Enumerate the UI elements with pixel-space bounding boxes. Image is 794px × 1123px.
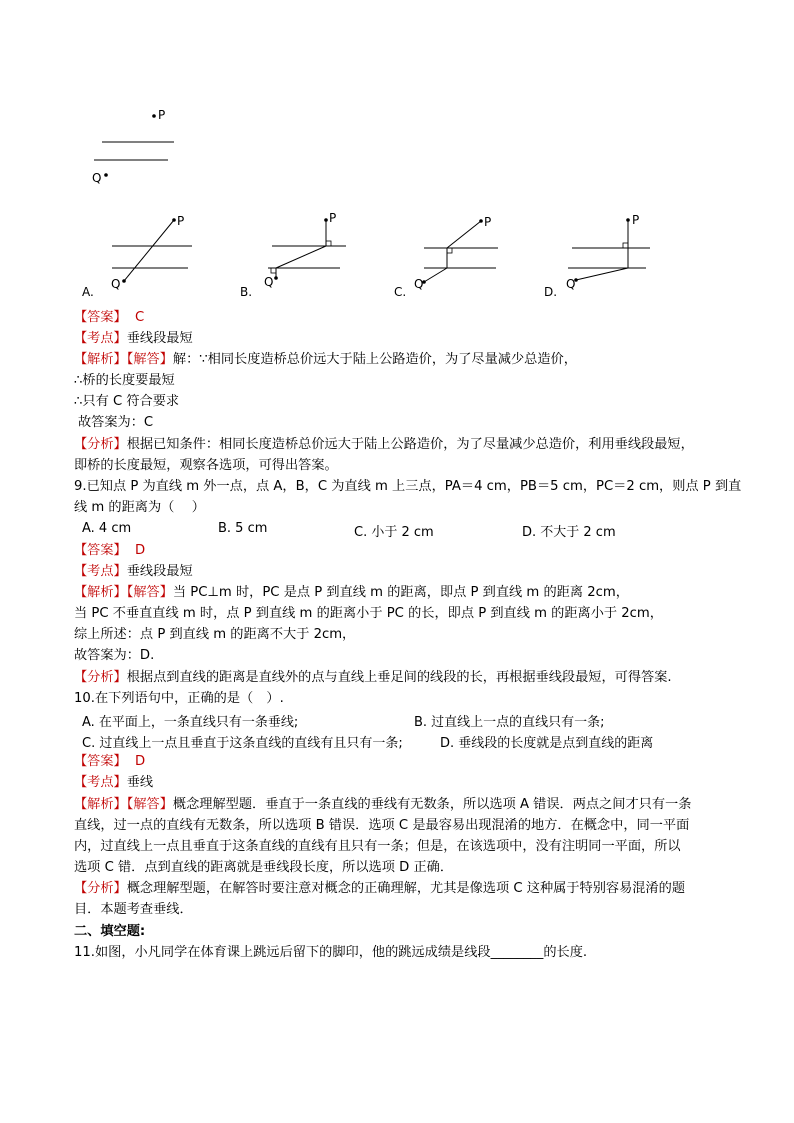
q10-fenxi-line-1 (74, 879, 685, 899)
q9-stem-line-1: 9.已知点 P 为直线 m 外一点，点 A，B，C 为直线 m 上三点，PA＝4 cm，PB＝5 cm，PC＝2 cm，则点 P 到直 (74, 479, 742, 494)
right-angle-mark (447, 248, 452, 253)
figure-option-c (392, 210, 512, 300)
q8-answer-line (74, 308, 144, 328)
fenxi-tag: 【分析】 (74, 670, 127, 685)
label-p: P (632, 213, 640, 227)
q8-kaodian-line (74, 329, 193, 349)
figure-option-a (80, 210, 200, 300)
jiexi-tag: 【解析】【解答】 (74, 585, 173, 600)
q11-stem: 11.如图，小凡同学在体育课上跳远后留下的脚印，他的跳远成绩是线段________的长度. (74, 945, 588, 960)
road-q (424, 268, 447, 282)
q9-jiexi-line-2: 当 PC 不垂直直线 m 时，点 P 到直线 m 的距离小于 PC 的长，即点 P 到直线 m 的距离小于 2cm， (74, 606, 663, 621)
top-figure (88, 104, 188, 188)
q8-jiexi-line-1 (74, 350, 577, 370)
label-q: Q (414, 277, 424, 291)
kaodian-value: 垂线段最短 (126, 331, 193, 346)
q8-jiexi-line-2: ∴桥的长度要最短 (74, 373, 175, 388)
answer-value: C (134, 310, 145, 325)
option-letter: C. (394, 285, 407, 299)
label-p: P (177, 214, 185, 228)
jiexi-tag: 【解析】【解答】 (74, 352, 173, 367)
label-q: Q (264, 275, 274, 289)
option-letter: D. (544, 285, 558, 299)
fenxi-tag: 【分析】 (74, 437, 127, 452)
q9-option-c: C. 小于 2 cm (354, 525, 434, 540)
section-title: 二、填空题: (74, 924, 146, 939)
label-p: P (329, 211, 337, 225)
road-q (576, 268, 628, 280)
q8-jiexi-line-3: ∴只有 C 符合要求 (74, 394, 180, 409)
kaodian-tag: 【考点】 (74, 564, 127, 579)
q9-jiexi-line-3: 综上所述：点 P 到直线 m 的距离不大于 2cm， (74, 627, 356, 642)
point-p (324, 218, 328, 222)
right-angle-mark (271, 268, 276, 273)
point-p (626, 218, 630, 222)
q9-answer-line (74, 541, 145, 561)
road-p (447, 221, 481, 248)
q9-jiexi-line-1 (74, 583, 629, 603)
q10-jiexi-line-4: 选项 C 错．点到直线的距离就是垂线段长度，所以选项 D 正确． (74, 860, 454, 875)
q10-jiexi-line-1 (74, 795, 691, 815)
q9-option-a: A. 4 cm (82, 521, 132, 536)
option-letter: B. (240, 285, 253, 299)
q9-option-b: B. 5 cm (218, 521, 268, 536)
point-q (274, 276, 278, 280)
q8-fenxi-line-2: 即桥的长度最短，观察各选项，可得出答案。 (74, 458, 338, 473)
jiexi-text: 概念理解型题．垂直于一条直线的垂线有无数条，所以选项 A 错误．两点之间才只有一条 (172, 797, 692, 812)
q10-kaodian-line (74, 773, 153, 793)
q9-jiexi-line-4: 故答案为：D. (74, 648, 155, 663)
q10-jiexi-line-2: 直线，过一点的直线有无数条，所以选项 B 错误．选项 C 是最容易出现混淆的地方．在概念中，同一平面 (74, 818, 690, 833)
answer-tag: 【答案】 (74, 310, 127, 325)
answer-value: D (134, 543, 146, 558)
label-q: Q (111, 277, 121, 291)
q9-option-d: D. 不大于 2 cm (522, 525, 616, 540)
figure-option-d (542, 210, 662, 300)
q9-stem-line-2: 线 m 的距离为（ ） (74, 500, 205, 515)
kaodian-value: 垂线 (126, 775, 154, 790)
q10-answer-line (74, 752, 145, 772)
point-p (479, 219, 483, 223)
answer-value: D (134, 754, 146, 769)
q8-fenxi-line-1 (74, 435, 694, 455)
q10-stem: 10.在下列语句中，正确的是（ ）. (74, 691, 284, 706)
point-p (172, 218, 176, 222)
kaodian-tag: 【考点】 (74, 331, 127, 346)
q10-option-c: C. 过直线上一点且垂直于这条直线的直线有且只有一条; (82, 736, 403, 751)
jiexi-text: 当 PC⊥m 时，PC 是点 P 到直线 m 的距离，即点 P 到直线 m 的距离 2cm， (172, 585, 629, 600)
jiexi-tag: 【解析】【解答】 (74, 797, 173, 812)
q9-fenxi-line (74, 668, 672, 688)
point-p (152, 114, 156, 118)
right-angle-mark (326, 241, 331, 246)
q10-jiexi-line-3: 内，过直线上一点且垂直于这条直线的直线有且只有一条；但是，在该选项中，没有注明同一平面，所以 (74, 839, 681, 854)
q9-kaodian-line (74, 562, 193, 582)
bridge-segment (124, 220, 174, 281)
label-p: P (484, 215, 492, 229)
kaodian-value: 垂线段最短 (126, 564, 193, 579)
answer-tag: 【答案】 (74, 754, 127, 769)
kaodian-tag: 【考点】 (74, 775, 127, 790)
answer-tag: 【答案】 (74, 543, 127, 558)
label-p: P (158, 108, 166, 122)
option-letter: A. (82, 285, 94, 299)
point-q (104, 173, 108, 177)
q10-option-a: A. 在平面上，一条直线只有一条垂线; (82, 715, 299, 730)
fenxi-text: 根据已知条件：相同长度造桥总价远大于陆上公路造价，为了尽量减少总造价，利用垂线段最短， (126, 437, 694, 452)
point-q (122, 279, 126, 283)
q8-jiexi-line-4: 故答案为：C (78, 415, 154, 430)
right-angle-mark (623, 243, 628, 248)
fenxi-tag: 【分析】 (74, 881, 127, 896)
q10-option-d: D. 垂线段的长度就是点到直线的距离 (440, 736, 654, 751)
fenxi-text: 概念理解型题，在解答时要注意对概念的正确理解，尤其是像选项 C 这种属于特别容易混淆的题 (126, 881, 686, 896)
label-q: Q (92, 171, 102, 185)
jiexi-text: 解：∵相同长度造桥总价远大于陆上公路造价，为了尽量减少总造价， (172, 352, 577, 367)
figure-option-b (240, 210, 360, 300)
slant-segment (276, 246, 326, 268)
q10-option-b: B. 过直线上一点的直线只有一条; (414, 715, 605, 730)
fenxi-text: 根据点到直线的距离是直线外的点与直线上垂足间的线段的长，再根据垂线段最短，可得答案. (126, 670, 672, 685)
label-q: Q (566, 277, 576, 291)
q10-fenxi-line-2: 目．本题考查垂线． (74, 902, 193, 917)
